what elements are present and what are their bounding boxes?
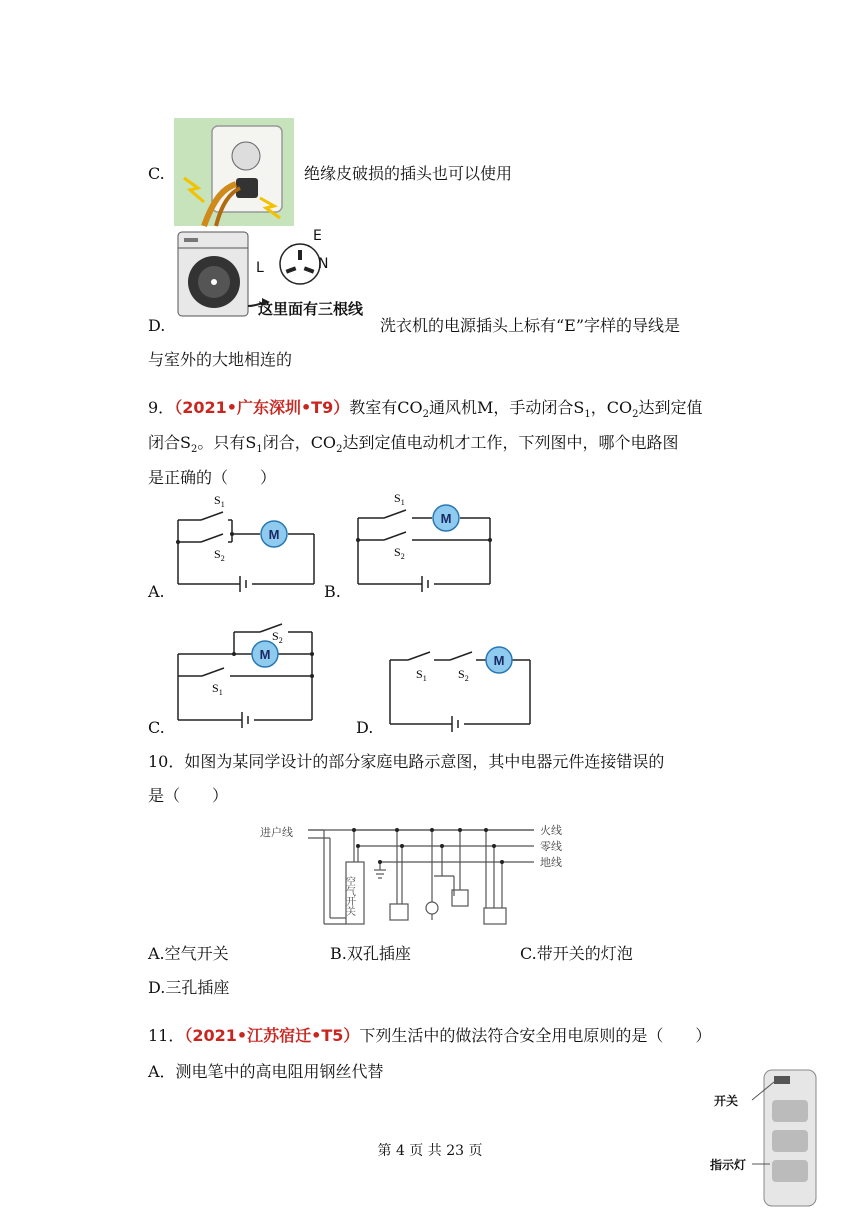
q8-option-d-text-line2: 与室外的大地相连的 xyxy=(148,350,293,369)
q10-option-a: A.空气开关 xyxy=(148,944,229,963)
q9-text: 达到定值 xyxy=(638,398,703,417)
q9-text: 通风机M，手动闭合S xyxy=(428,398,585,417)
switch-s1-label: $S_1$ xyxy=(416,667,427,683)
q9-text: 。只有S xyxy=(197,433,257,452)
subscript: 1 xyxy=(584,409,591,421)
q9-text: 教室有CO xyxy=(349,398,423,417)
q9-option-d-label: D. xyxy=(356,718,374,737)
switch-s1-label: $S_1$ xyxy=(214,493,225,509)
subscript: 2 xyxy=(190,444,198,456)
plug-pin-n-label: N xyxy=(318,256,329,272)
q9-option-c-label: C. xyxy=(148,718,165,737)
damaged-plug-image xyxy=(174,118,294,226)
q10-option-d: D.三孔插座 xyxy=(148,978,230,997)
subscript: 1 xyxy=(256,444,263,456)
q10-option-b: B.双孔插座 xyxy=(330,944,411,963)
switch-s1-label: $S_1$ xyxy=(394,491,405,507)
switch-s1-label: $S_1$ xyxy=(212,681,223,697)
subscript: 2 xyxy=(632,409,639,421)
circuit-d-diagram xyxy=(388,644,538,730)
switch-s2-label: $S_2$ xyxy=(214,547,225,563)
page-footer: 第 4 页 共 23 页 xyxy=(377,1143,483,1159)
damaged-plug-illustration xyxy=(174,118,294,226)
circuit-b-diagram xyxy=(356,488,506,592)
q11-text: 下列生活中的做法符合安全用电原则的是（ ） xyxy=(359,1026,712,1045)
q8-option-c-text: 绝缘皮破损的插头也可以使用 xyxy=(304,164,513,183)
circuit-a-diagram xyxy=(176,490,326,590)
q10-stem-line2: 是（ ） xyxy=(148,786,229,805)
q9-number: 9． xyxy=(148,398,175,417)
q8-option-c-label: C. xyxy=(148,164,165,183)
power-strip-image xyxy=(708,1060,828,1210)
neutral-wire-label: 零线 xyxy=(540,841,562,853)
plug-caption: 这里面有三根线 xyxy=(258,300,364,318)
q10-stem-line1: 10．如图为某同学设计的部分家庭电路示意图，其中电器元件连接错误的 xyxy=(148,752,665,771)
plug-pin-e-label: E xyxy=(313,228,322,244)
q9-option-a-label: A. xyxy=(148,582,165,601)
motor-symbol: M xyxy=(268,527,280,542)
circuit-c-diagram xyxy=(176,618,326,728)
q9-text: 闭合S xyxy=(148,433,191,452)
subscript: 2 xyxy=(422,409,429,421)
q9-option-b-label: B. xyxy=(324,582,341,601)
incoming-line-label: 进户线 xyxy=(260,827,293,839)
switch-s2-label: $S_2$ xyxy=(272,629,283,645)
home-circuit-diagram xyxy=(254,820,594,932)
q11-number: 11． xyxy=(148,1026,185,1045)
washing-machine-image xyxy=(174,228,374,320)
motor-symbol: M xyxy=(259,647,271,662)
q11-option-a: A．测电笔中的高电阻用钢丝代替 xyxy=(148,1062,384,1081)
indicator-light-label: 指示灯 xyxy=(710,1158,747,1172)
q9-text: ，CO xyxy=(590,398,633,417)
q9-stem-line3: 是正确的（ ） xyxy=(148,468,277,487)
q9-text: 达到定值电动机才工作，下列图中，哪个电路图 xyxy=(342,433,679,452)
motor-symbol: M xyxy=(440,511,452,526)
plug-pin-l-label: L xyxy=(256,260,264,276)
subscript: 2 xyxy=(336,444,343,456)
switch-label: 开关 xyxy=(714,1094,739,1108)
switch-s2-label: $S_2$ xyxy=(458,667,469,683)
ground-wire-label: 地线 xyxy=(540,857,562,869)
q9-source: （2021•广东深圳•T9） xyxy=(174,398,350,417)
q11-stem xyxy=(148,1026,711,1046)
q9-stem-line2 xyxy=(148,433,678,460)
air-breaker-label: 空气开关 xyxy=(343,876,355,916)
q9-stem-line1 xyxy=(148,398,702,425)
q10-option-c: C.带开关的灯泡 xyxy=(520,944,633,963)
q9-text: 闭合，CO xyxy=(262,433,337,452)
q8-option-d-label: D. xyxy=(148,316,166,335)
q8-option-d-text-line1: 洗衣机的电源插头上标有“E”字样的导线是 xyxy=(380,316,681,335)
q11-source: （2021•江苏宿迁•T5） xyxy=(184,1026,360,1045)
motor-symbol: M xyxy=(493,653,505,668)
switch-s2-label: $S_2$ xyxy=(394,545,405,561)
live-wire-label: 火线 xyxy=(540,825,562,837)
power-strip-illustration xyxy=(708,1060,828,1210)
